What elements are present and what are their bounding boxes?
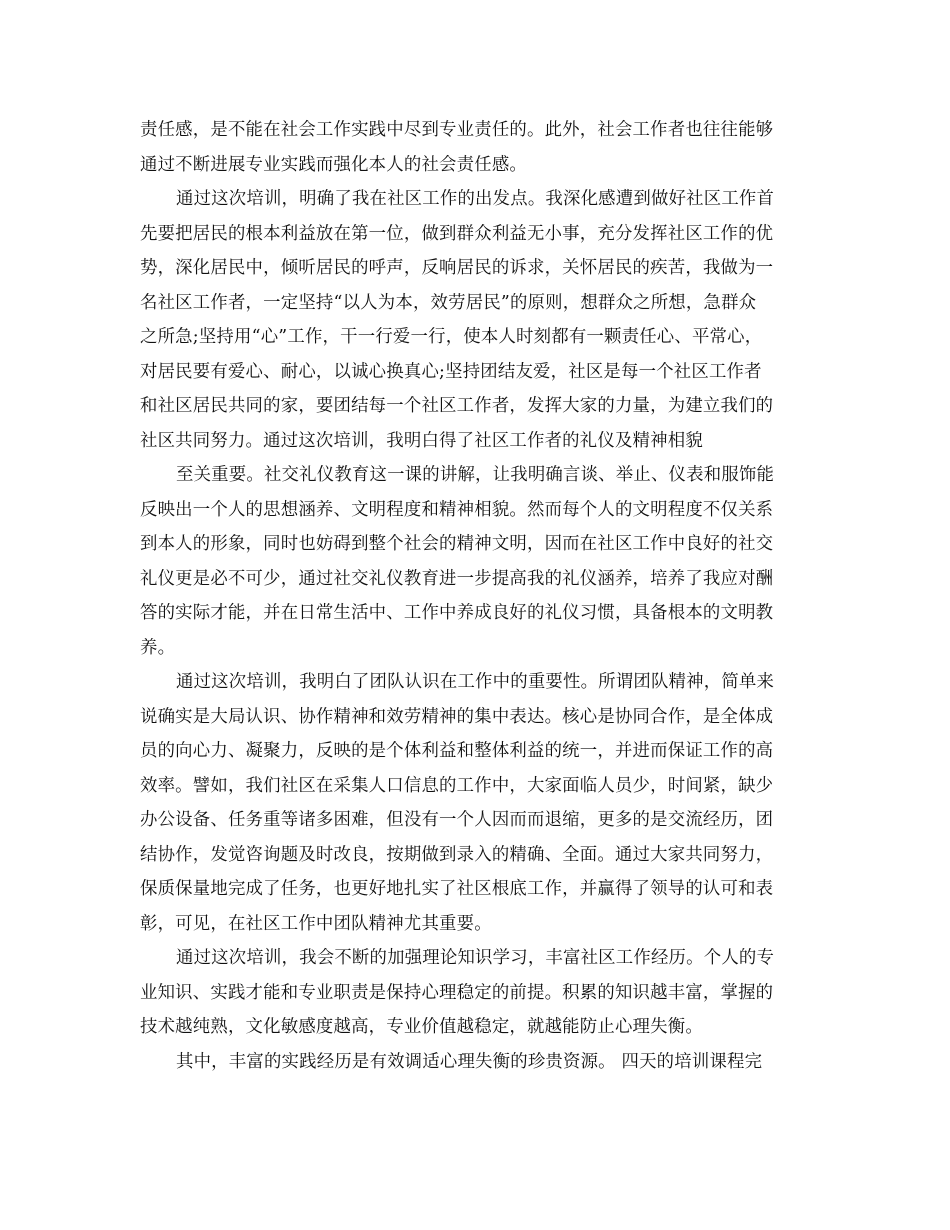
text-line: 业知识、实践才能和专业职责是保持心理稳定的前提。积累的知识越丰富，掌握的 bbox=[140, 982, 774, 1003]
text-line: 到本人的形象，同时也妨碍到整个社会的精神文明，因而在社区工作中良好的社交 bbox=[140, 534, 774, 554]
text-line: 彰，可见，在社区工作中团队精神尤其重要。 bbox=[140, 913, 492, 934]
text-line: 效率。譬如，我们社区在采集人口信息的工作中，大家面临人员少，时间紧，缺少 bbox=[140, 775, 774, 796]
text-line: 通过这次培训，明确了我在社区工作的出发点。我深化感遭到做好社区工作首 bbox=[176, 189, 775, 209]
text-line: 员的向心力、凝聚力，反映的是个体利益和整体利益的统一，并进而保证工作的高 bbox=[140, 741, 774, 761]
text-line: 之所急;坚持用“心”工作，干一行爱一行，使本人时刻都有一颗责任心、平常心， bbox=[140, 327, 763, 347]
text-line: 社区共同努力。通过这次培训，我明白得了社区工作者的礼仪及精神相貌 bbox=[140, 430, 703, 451]
document-page bbox=[140, 113, 824, 1079]
text-line: 对居民要有爱心、耐心，以诚心换真心;坚持团结友爱，社区是每一个社区工作者 bbox=[140, 361, 762, 382]
text-line: 保质保量地完成了任务，也更好地扎实了社区根底工作，并赢得了领导的认可和表 bbox=[140, 879, 774, 899]
text-line: 其中，丰富的实践经历是有效调适心理失衡的珍贵资源。 四天的培训课程完 bbox=[176, 1051, 763, 1072]
text-line: 养。 bbox=[140, 637, 176, 658]
text-line: 反映出一个人的思想涵养、文明程度和精神相貌。然而每个人的文明程度不仅关系 bbox=[140, 499, 774, 520]
text-line: 名社区工作者，一定坚持“以人为本，效劳居民”的原则，想群众之所想，急群众 bbox=[140, 292, 757, 313]
text-line: 通过不断进展专业实践而强化本人的社会责任感。 bbox=[140, 154, 527, 175]
text-line: 办公设备、任务重等诸多困难，但没有一个人因而而退缩，更多的是交流经历，团 bbox=[140, 810, 774, 830]
text-line: 和社区居民共同的家，要团结每一个社区工作者，发挥大家的力量，为建立我们的 bbox=[140, 396, 774, 416]
text-line: 说确实是大局认识、协作精神和效劳精神的集中表达。核心是协同合作，是全体成 bbox=[140, 706, 774, 727]
text-line: 势，深化居民中，倾听居民的呼声，反响居民的诉求，关怀居民的疾苦，我做为一 bbox=[140, 258, 774, 278]
text-line: 通过这次培训，我明白了团队认识在工作中的重要性。所谓团队精神，简单来 bbox=[176, 672, 775, 692]
text-line: 通过这次培训，我会不断的加强理论知识学习，丰富社区工作经历。个人的专 bbox=[176, 948, 775, 968]
text-line: 责任感，是不能在社会工作实践中尽到专业责任的。此外，社会工作者也往往能够 bbox=[140, 120, 774, 140]
text-line: 结协作，发觉咨询题及时改良，按期做到录入的精确、全面。通过大家共同努力， bbox=[140, 844, 774, 865]
text-line: 答的实际才能，并在日常生活中、工作中养成良好的礼仪习惯，具备根本的文明教 bbox=[140, 603, 774, 623]
text-line: 先要把居民的根本利益放在第一位，做到群众利益无小事，充分发挥社区工作的优 bbox=[140, 223, 774, 244]
text-line: 至关重要。社交礼仪教育这一课的讲解，让我明确言谈、举止、仪表和服饰能 bbox=[176, 465, 775, 485]
text-line: 礼仪更是必不可少，通过社交礼仪教育进一步提高我的礼仪涵养，培养了我应对酬 bbox=[140, 568, 774, 589]
text-line: 技术越纯熟，文化敏感度越高，专业价值越稳定，就越能防止心理失衡。 bbox=[140, 1017, 703, 1037]
